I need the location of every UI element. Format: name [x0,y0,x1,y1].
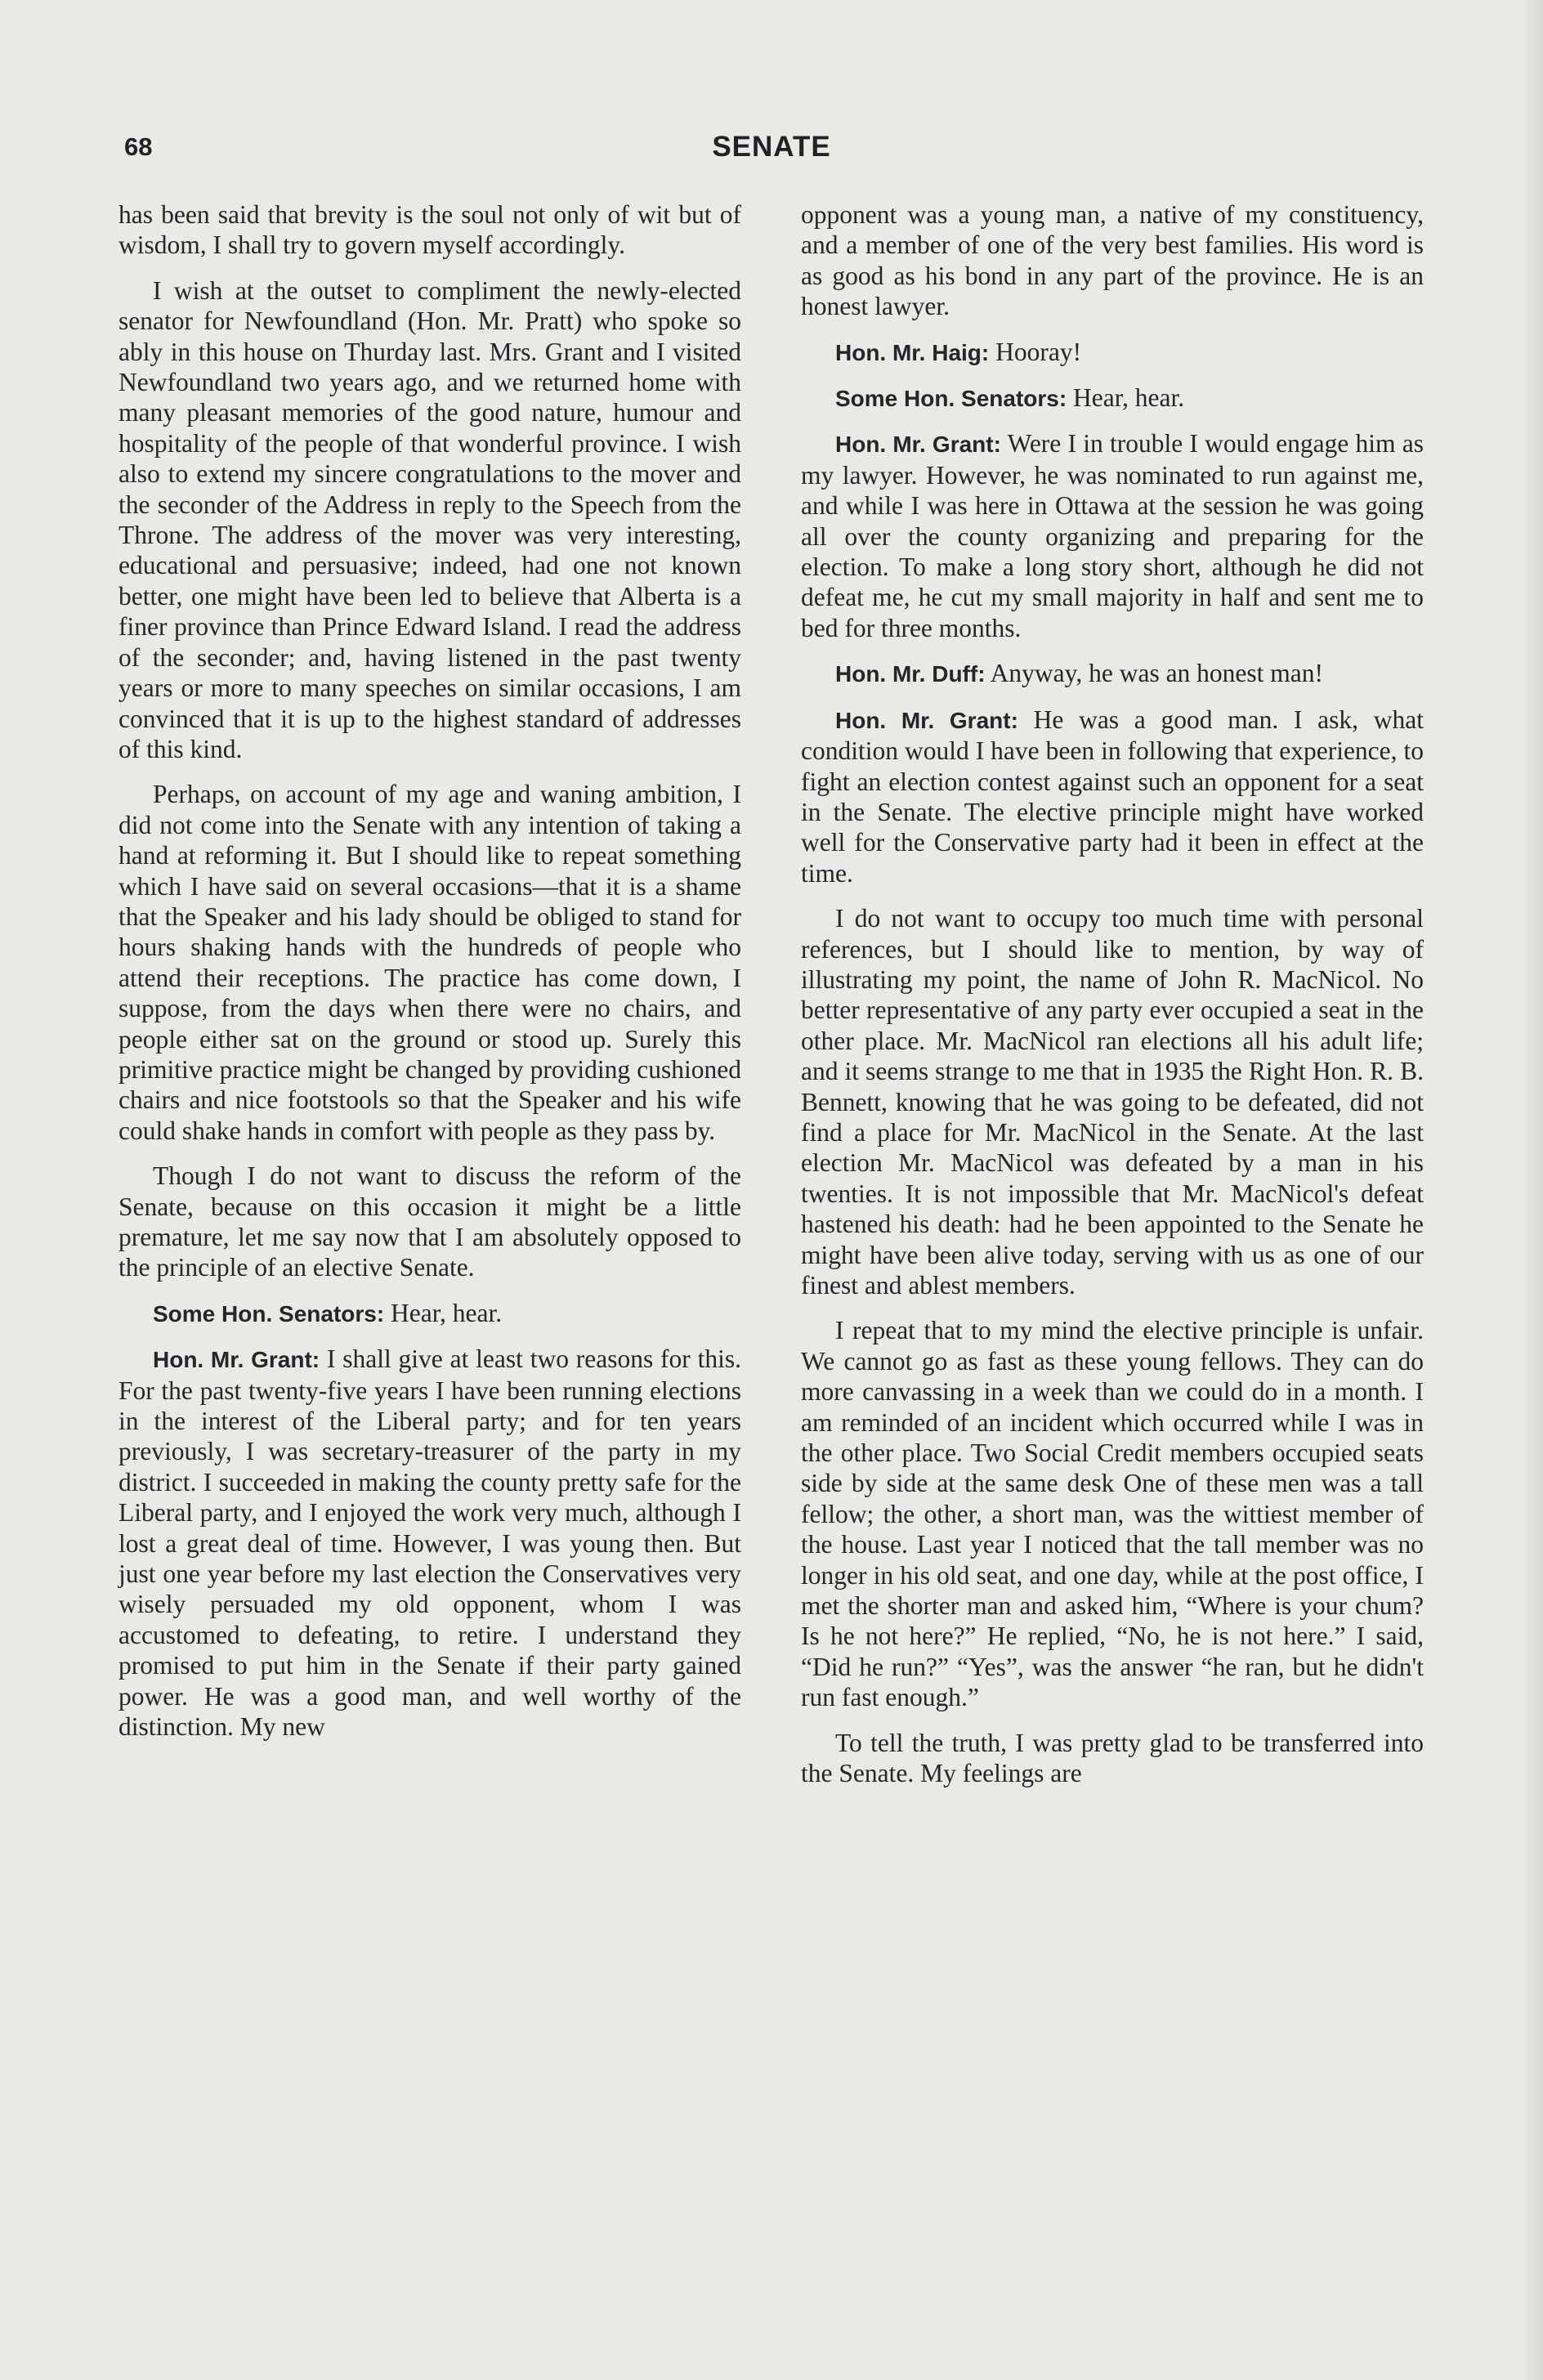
page-edge [1520,0,1543,2380]
paragraph: I repeat that to my mind the elective principle is unfair. We cannot go as fast as these young fellows. They can do more canvassing in a week than we could do in a month. I am reminded of an incident which occurred while I was in the other place. Two Social Credit members occupied seats side by side at the same desk One of these men was a tall fellow; the other, a short man, was the wittiest member of the house. Last year I noticed that the tall member was no longer in his old seat, and one day, while at the post office, I met the shorter man and asked him, “Where is your chum? Is he not here?” He replied, “No, he is not here.” I said, “Did he run?” “Yes”, was the answer “he ran, but he didn't run fast enough.” [801,1316,1424,1712]
speech-paragraph: Hon. Mr. Duff: Anyway, he was an honest man! [835,659,1324,688]
speaker-name: Hon. Mr. Duff: [835,661,986,687]
paragraph: Though I do not want to discuss the reform of the Senate, because on this occasion it might be a little premature, let me say now that I am absolutely opposed to the principle of an elective Senate. [119,1161,741,1282]
speaker-name: Hon. Mr. Grant: [835,707,1018,733]
speech-paragraph: Hon. Mr. Grant: He was a good man. I ask, what condition would I have been in following that experience, to fight an election contest against such an opponent for a seat in the Senate. The elective principle might have worked well for the Conservative party had it been in effect at the time. [801,705,1424,888]
page-number: 68 [124,132,153,161]
speaker-name: Hon. Mr. Grant: [153,1347,320,1373]
speech-paragraph: Hon. Mr. Grant: Were I in trouble I would engage him as my lawyer. However, he was nominated to run against me, and while I was here in Ottawa at the session he was going all over the county organizing and preparing for the election. To make a long story short, although he did not defeat me, he cut my small majority in half and sent me to bed for three months. [801,429,1424,642]
running-head: SENATE [712,131,831,163]
paragraph: I wish at the outset to compliment the newly-elected senator for Newfoundland (Hon. Mr. Pratt) who spoke so ably in this house on Thurday last. Mrs. Grant and I visited Newfoundland two years ago, and we returned home with many pleasant memories of the good nature, humour and hospitality of the people of that wonderful province. I wish also to extend my sincere congratulations to the mover and the seconder of the Address in reply to the Speech from the Throne. The address of the mover was very interesting, educational and persuasive; indeed, had one not known better, one might have been led to believe that Alberta is a finer province than Prince Edward Island. I read the address of the seconder; and, having listened in the past twenty years or more to many speeches on similar occasions, I am convinced that it is up to the highest standard of addresses of this kind. [119,275,741,763]
speaker-name: Some Hon. Senators: [835,386,1067,412]
speaker-name: Hon. Mr. Grant: [835,432,1001,458]
speech-paragraph: Hon. Mr. Grant: I shall give at least two reasons for this. For the past twenty-five years I have been running elections in the interest of the Liberal party; and for ten years previously, I was secretary-treasurer of the party in my district. I succeeded in making the county pretty safe for the Liberal party, and I enjoyed the work very much, although I lost a great deal of time. However, I was young then. But just one year before my last election the Conservatives very wisely persuaded my old opponent, whom I was accustomed to defeating, to retire. I understand they promised to put him in the Senate if their party gained power. He was a good man, and well worthy of the distinction. My new [119,1344,741,1742]
left-column [119,199,741,1757]
paragraph: Perhaps, on account of my age and waning ambition, I did not come into the Senate with any intention of taking a hand at reforming it. But I should like to repeat something which I have said on several occasions—that it is a shame that the Speaker and his lady should be obliged to stand for hours shaking hands with the hundreds of people who attend their receptions. The practice has come down, I suppose, from the days when there were no chairs, and people either sat on the ground or stood up. Surely this primitive practice might be changed by providing cushioned chairs and nice footstools so that the Speaker and his wife could shake hands in comfort with people as they pass by. [119,780,741,1145]
speaker-name: Hon. Mr. Haig: [835,339,990,365]
speaker-name: Some Hon. Senators: [153,1300,385,1326]
paragraph: has been said that brevity is the soul not only of wit but of wisdom, I shall try to govern myself accordingly. [119,200,741,260]
right-column [801,199,1424,1804]
speech-paragraph: Some Hon. Senators: Hear, hear. [835,383,1185,413]
paragraph: To tell the truth, I was pretty glad to be transferred into the Senate. My feelings are [801,1728,1424,1788]
paragraph: opponent was a young man, a native of my constituency, and a member of one of the very best families. His word is as good as his bond in any part of the province. He is an honest lawyer. [801,200,1424,321]
speech-paragraph: Hon. Mr. Haig: Hooray! [835,337,1082,366]
speech-paragraph: Some Hon. Senators: Hear, hear. [153,1298,503,1327]
paragraph: I do not want to occupy too much time with personal references, but I should like to mention, by way of illustrating my point, the name of John R. MacNicol. No better representative of any party ever occupied a seat in the other place. Mr. MacNicol ran elections all his adult life; and it seems strange to me that in 1935 the Right Hon. R. B. Bennett, knowing that he was going to be defeated, did not find a place for Mr. MacNicol in the Senate. At the last election Mr. MacNicol was defeated by a man in his twenties. It is not impossible that Mr. MacNicol's defeat hastened his death: had he been appointed to the Senate he might have been alive today, serving with us as one of our finest and ablest members. [801,904,1424,1300]
